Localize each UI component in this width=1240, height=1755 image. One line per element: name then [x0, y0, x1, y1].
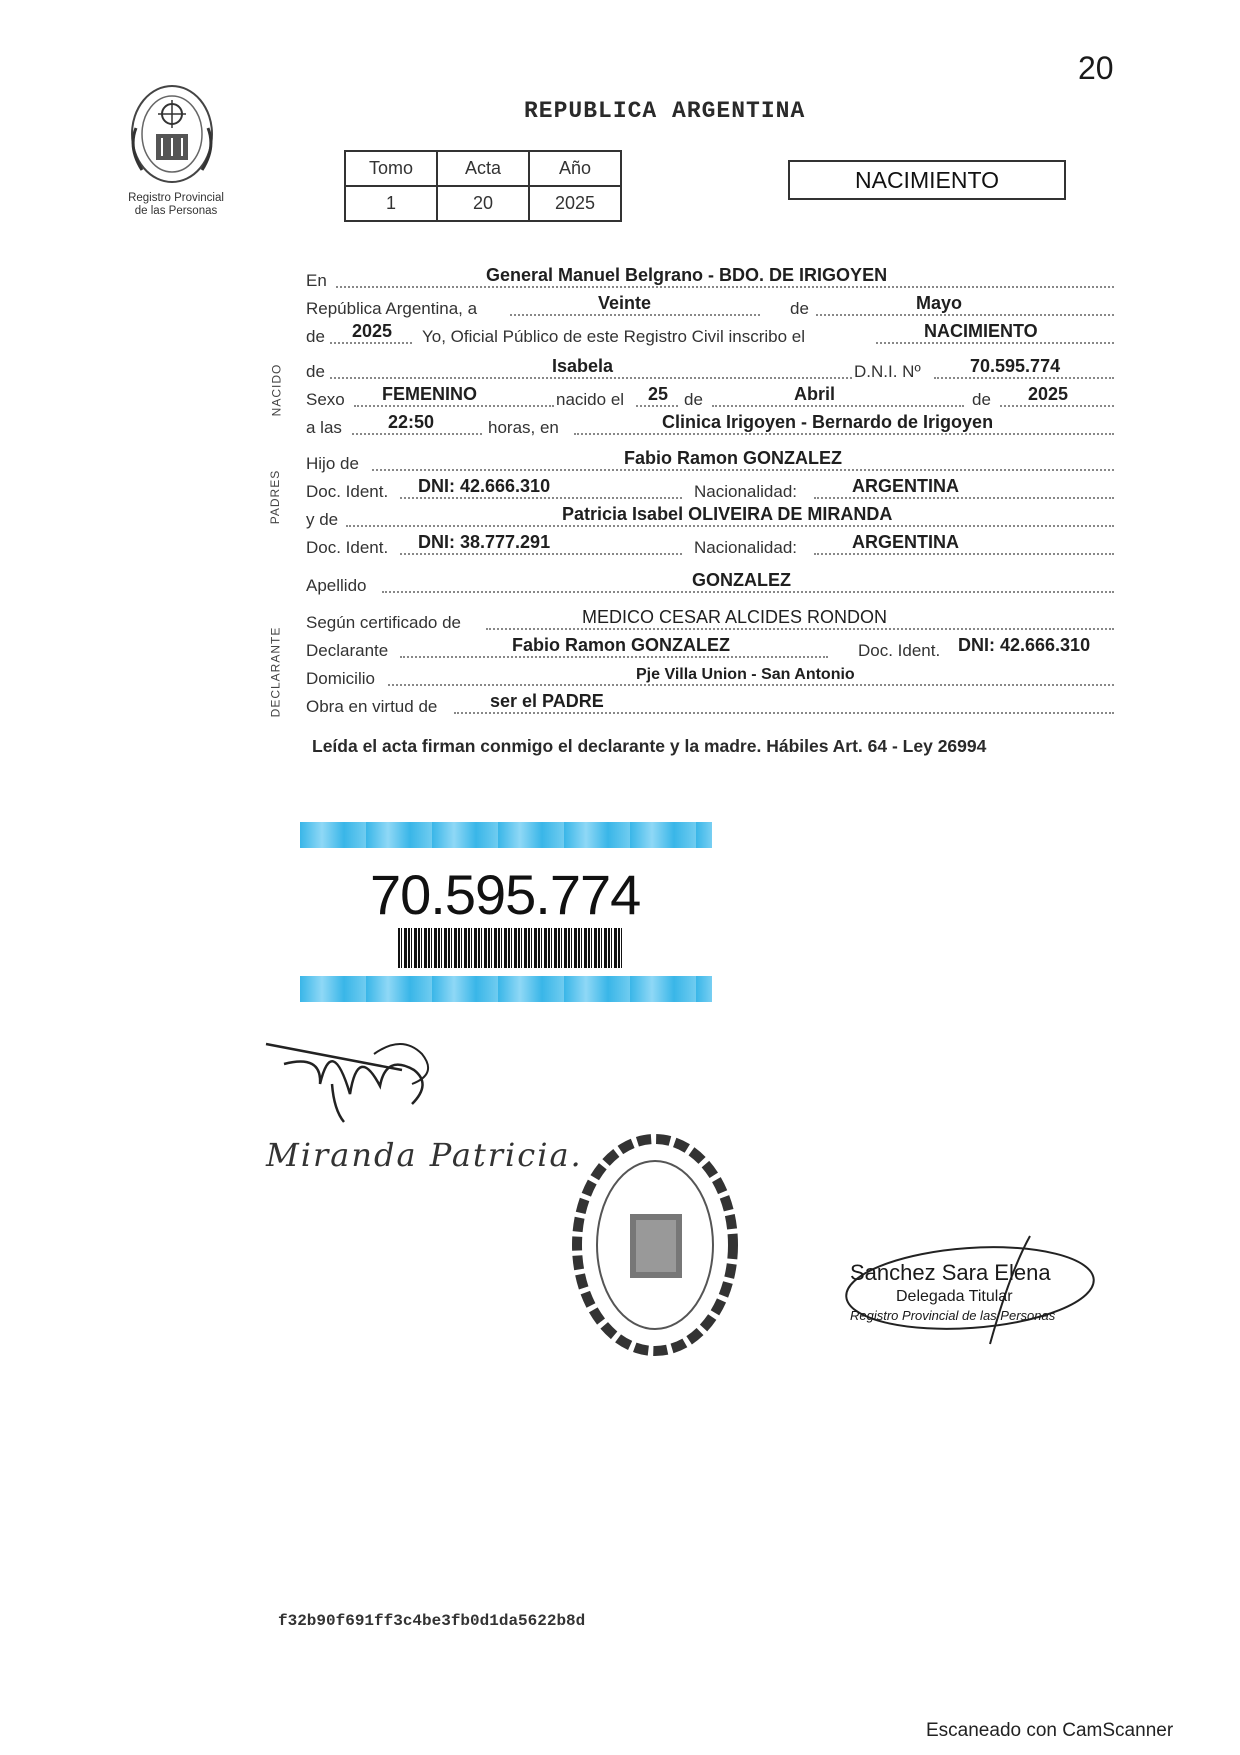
- dotted-line: [1000, 405, 1114, 407]
- value-reg-day: Veinte: [598, 293, 652, 313]
- value-certificate-by: MEDICO CESAR ALCIDES RONDON: [582, 607, 888, 627]
- label-yo-oficial: Yo, Oficial Público de este Registro Civil inscribo el: [422, 327, 805, 346]
- row-surname: [306, 568, 1110, 596]
- row-certificate: [306, 605, 1110, 633]
- value-father-nationality: ARGENTINA: [852, 476, 959, 496]
- value-name: Isabela: [552, 356, 614, 376]
- dotted-line: [454, 712, 1114, 714]
- label-de: de: [790, 299, 809, 318]
- dotted-line: [876, 342, 1114, 344]
- value-mother-nationality: ARGENTINA: [852, 532, 959, 552]
- document-type-box: NACIMIENTO: [788, 160, 1066, 200]
- header-tomo: Tomo: [345, 151, 437, 186]
- dotted-line: [388, 684, 1114, 686]
- value-birth-day: 25: [648, 384, 669, 404]
- value-dni: 70.595.774: [970, 356, 1061, 376]
- label-de: de: [306, 362, 325, 381]
- dotted-line: [400, 656, 828, 658]
- label-domicilio: Domicilio: [306, 669, 375, 688]
- dotted-line: [330, 342, 412, 344]
- row-father: [306, 446, 1110, 474]
- value-birth-month: Abril: [794, 384, 836, 404]
- label-horas-en: horas, en: [488, 418, 559, 437]
- row-birth-time: [306, 410, 1110, 438]
- value-reg-month: Mayo: [916, 293, 963, 313]
- dotted-line: [336, 286, 1114, 288]
- dotted-line: [814, 553, 1114, 555]
- dotted-line: [636, 405, 678, 407]
- document-hash: f32b90f691ff3c4be3fb0d1da5622b8d: [278, 1612, 586, 1630]
- value-tomo: 1: [345, 186, 437, 221]
- label-hijo-de: Hijo de: [306, 454, 359, 473]
- dni-sticker: [300, 822, 712, 1002]
- value-surname: GONZALEZ: [692, 570, 791, 590]
- label-sexo: Sexo: [306, 390, 345, 409]
- barcode-icon: [398, 928, 622, 968]
- dotted-line: [486, 628, 1114, 630]
- dotted-line: [934, 377, 1114, 379]
- label-dni: D.N.I. Nº: [854, 362, 921, 381]
- table-row: [345, 151, 621, 186]
- row-mother-doc: [306, 530, 1110, 558]
- row-address: [306, 661, 1110, 689]
- label-en: En: [306, 271, 327, 290]
- label-apellido: Apellido: [306, 576, 367, 595]
- dotted-line: [330, 377, 852, 379]
- value-mother-doc: DNI: 38.777.291: [418, 532, 551, 552]
- dotted-line: [354, 405, 554, 407]
- header-anio: Año: [529, 151, 621, 186]
- father-signature-icon: [262, 1024, 452, 1124]
- value-birth-year: 2025: [1028, 384, 1069, 404]
- label-de: de: [684, 390, 703, 409]
- provincial-seal-icon: [118, 78, 226, 188]
- row-birth-date: [306, 382, 1110, 410]
- row-mother: [306, 502, 1110, 530]
- seal-caption-line-2: de las Personas: [134, 205, 218, 217]
- page-number: 20: [1078, 50, 1114, 86]
- row-registration-date: [306, 291, 1110, 319]
- mother-signature-text: Miranda Patricia.: [266, 1136, 583, 1174]
- section-label-nacido: NACIDO: [269, 363, 284, 417]
- value-birth-time: 22:50: [388, 412, 435, 432]
- registry-table: [344, 150, 622, 222]
- label-nacionalidad: Nacionalidad:: [694, 538, 798, 557]
- row-acting-as: [306, 689, 1110, 717]
- registry-stamp-icon: [570, 1130, 740, 1360]
- dotted-line: [382, 591, 1114, 593]
- dotted-line: [346, 525, 1114, 527]
- label-nacido-el: nacido el: [556, 390, 625, 409]
- country-title: REPUBLICA ARGENTINA: [524, 98, 806, 124]
- value-sex: FEMENINO: [382, 384, 478, 404]
- value-father-doc: DNI: 42.666.310: [418, 476, 551, 496]
- sticker-dni-number: 70.595.774: [370, 863, 641, 926]
- section-label-declarante: DECLARANTE: [268, 626, 283, 718]
- dotted-line: [712, 405, 964, 407]
- row-name: [306, 354, 1110, 382]
- value-place: General Manuel Belgrano - BDO. DE IRIGOYEN: [486, 265, 888, 285]
- dotted-line: [400, 553, 682, 555]
- value-declarant-name: Fabio Ramon GONZALEZ: [512, 635, 730, 655]
- label-de: de: [972, 390, 991, 409]
- seal-caption-line-1: Registro Provincial: [128, 192, 224, 204]
- label-segun-certificado: Según certificado de: [306, 613, 461, 632]
- dotted-line: [816, 314, 1114, 316]
- dotted-line: [400, 497, 682, 499]
- sticker-stripe-bottom: [300, 976, 712, 1002]
- official-name: Sanchez Sara Elena: [850, 1260, 1051, 1285]
- sticker-stripe-top: [300, 822, 712, 848]
- label-y-de: y de: [306, 510, 339, 529]
- dotted-line: [510, 314, 760, 316]
- value-anio: 2025: [529, 186, 621, 221]
- label-republica: República Argentina, a: [306, 299, 478, 318]
- label-doc-ident: Doc. Ident.: [858, 641, 941, 660]
- row-place: [306, 263, 1110, 291]
- value-father-name: Fabio Ramon GONZALEZ: [624, 448, 842, 468]
- value-address: Pje Villa Union - San Antonio: [636, 666, 855, 683]
- row-declarant: [306, 633, 1110, 661]
- value-acting-as: ser el PADRE: [490, 691, 604, 711]
- label-nacionalidad: Nacionalidad:: [694, 482, 798, 501]
- header-acta: Acta: [437, 151, 529, 186]
- label-obra-virtud: Obra en virtud de: [306, 697, 438, 716]
- dotted-line: [574, 433, 1114, 435]
- dotted-line: [352, 433, 482, 435]
- value-birth-place: Clinica Irigoyen - Bernardo de Irigoyen: [662, 412, 994, 432]
- seal-caption: [110, 192, 242, 218]
- value-declarant-doc: DNI: 42.666.310: [958, 635, 1091, 655]
- row-father-doc: [306, 474, 1110, 502]
- label-a-las: a las: [306, 418, 342, 437]
- reading-note: Leída el acta firman conmigo el declarante y la madre. Hábiles Art. 64 - Ley 26994: [312, 736, 987, 756]
- label-doc-ident: Doc. Ident.: [306, 538, 389, 557]
- value-mother-name: Patricia Isabel OLIVEIRA DE MIRANDA: [562, 504, 893, 524]
- row-inscription: [306, 319, 1110, 347]
- scanner-watermark: Escaneado con CamScanner: [926, 1720, 1174, 1741]
- section-label-padres: PADRES: [268, 469, 283, 525]
- label-doc-ident: Doc. Ident.: [306, 482, 389, 501]
- dotted-line: [814, 497, 1114, 499]
- label-declarante: Declarante: [306, 641, 389, 660]
- dotted-line: [372, 469, 1114, 471]
- official-role: Delegada Titular: [896, 1288, 1013, 1305]
- value-inscription-type: NACIMIENTO: [924, 321, 1038, 341]
- label-de: de: [306, 327, 325, 346]
- value-acta: 20: [437, 186, 529, 221]
- value-reg-year: 2025: [352, 321, 393, 341]
- official-org: Registro Provincial de las Personas: [850, 1308, 1056, 1323]
- table-row: [345, 186, 621, 221]
